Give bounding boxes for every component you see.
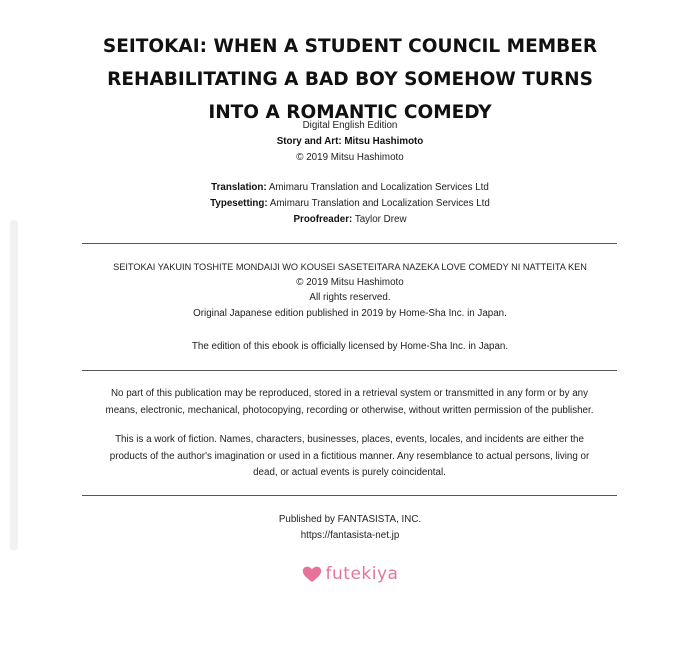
story-value: Mitsu Hashimoto — [344, 136, 424, 147]
credit-label: Typesetting: — [210, 198, 268, 209]
disclaimer-line: dead, or actual events is purely coincidental. — [253, 467, 446, 478]
notice-line: means, electronic, mechanical, photocopying, recording or otherwise, without written permission of the publisher. — [105, 404, 594, 416]
disclaimer-line: products of the author's imagination or used in a fictitious manner. Any resemblance to actual persons, living or — [109, 450, 590, 462]
divider — [82, 495, 617, 496]
original-publication: Original Japanese edition published in 2019 by Home-Sha Inc. in Japan. — [193, 308, 507, 319]
credit-typesetting — [0, 198, 700, 209]
reproduction-notice — [82, 386, 617, 419]
credit-proofreader — [0, 214, 700, 225]
story-art-line — [0, 136, 700, 147]
divider — [82, 370, 617, 371]
edition-line: Digital English Edition — [302, 120, 398, 131]
copyright-line: © 2019 Mitsu Hashimoto — [296, 152, 404, 163]
futekiya-logo — [0, 564, 700, 588]
publisher-url: https://fantasista-net.jp — [300, 530, 400, 541]
credit-translation — [0, 182, 700, 193]
original-title: SEITOKAI YAKUIN TOSHITE MONDAIJI WO KOUSEI SASETEITARA NAZEKA LOVE COMEDY NI NATTEITA KEN — [113, 262, 587, 272]
title-line-2: REHABILITATING A BAD BOY SOMEHOW TURNS — [107, 69, 593, 90]
logo-text: futekiya — [325, 564, 399, 584]
notice-line: No part of this publication may be reproduced, stored in a retrieval system or transmitted in any form or by any — [110, 388, 588, 399]
original-copyright: © 2019 Mitsu Hashimoto — [296, 277, 404, 288]
disclaimer-line: This is a work of fiction. Names, characters, businesses, places, events, locales, and incidents are either the — [115, 434, 584, 445]
title-line-3: INTO A ROMANTIC COMEDY — [208, 102, 492, 123]
rights-reserved: All rights reserved. — [309, 292, 391, 303]
divider — [82, 243, 617, 244]
license-statement: The edition of this ebook is officially licensed by Home-Sha Inc. in Japan. — [191, 341, 509, 352]
publisher-line: Published by FANTASISTA, INC. — [278, 514, 422, 525]
fiction-disclaimer — [82, 432, 617, 482]
credit-label: Proofreader: — [293, 214, 353, 225]
story-label: Story and Art: — [276, 136, 342, 147]
book-title — [40, 30, 660, 129]
credit-value: Amimaru Translation and Localization Services Ltd — [268, 182, 489, 193]
credit-value: Taylor Drew — [354, 214, 407, 225]
side-watermark — [6, 220, 22, 550]
title-line-1: SEITOKAI: WHEN A STUDENT COUNCIL MEMBER — [102, 36, 598, 57]
credit-value: Amimaru Translation and Localization Services Ltd — [269, 198, 490, 209]
heart-icon — [302, 566, 322, 583]
credit-label: Translation: — [211, 182, 267, 193]
